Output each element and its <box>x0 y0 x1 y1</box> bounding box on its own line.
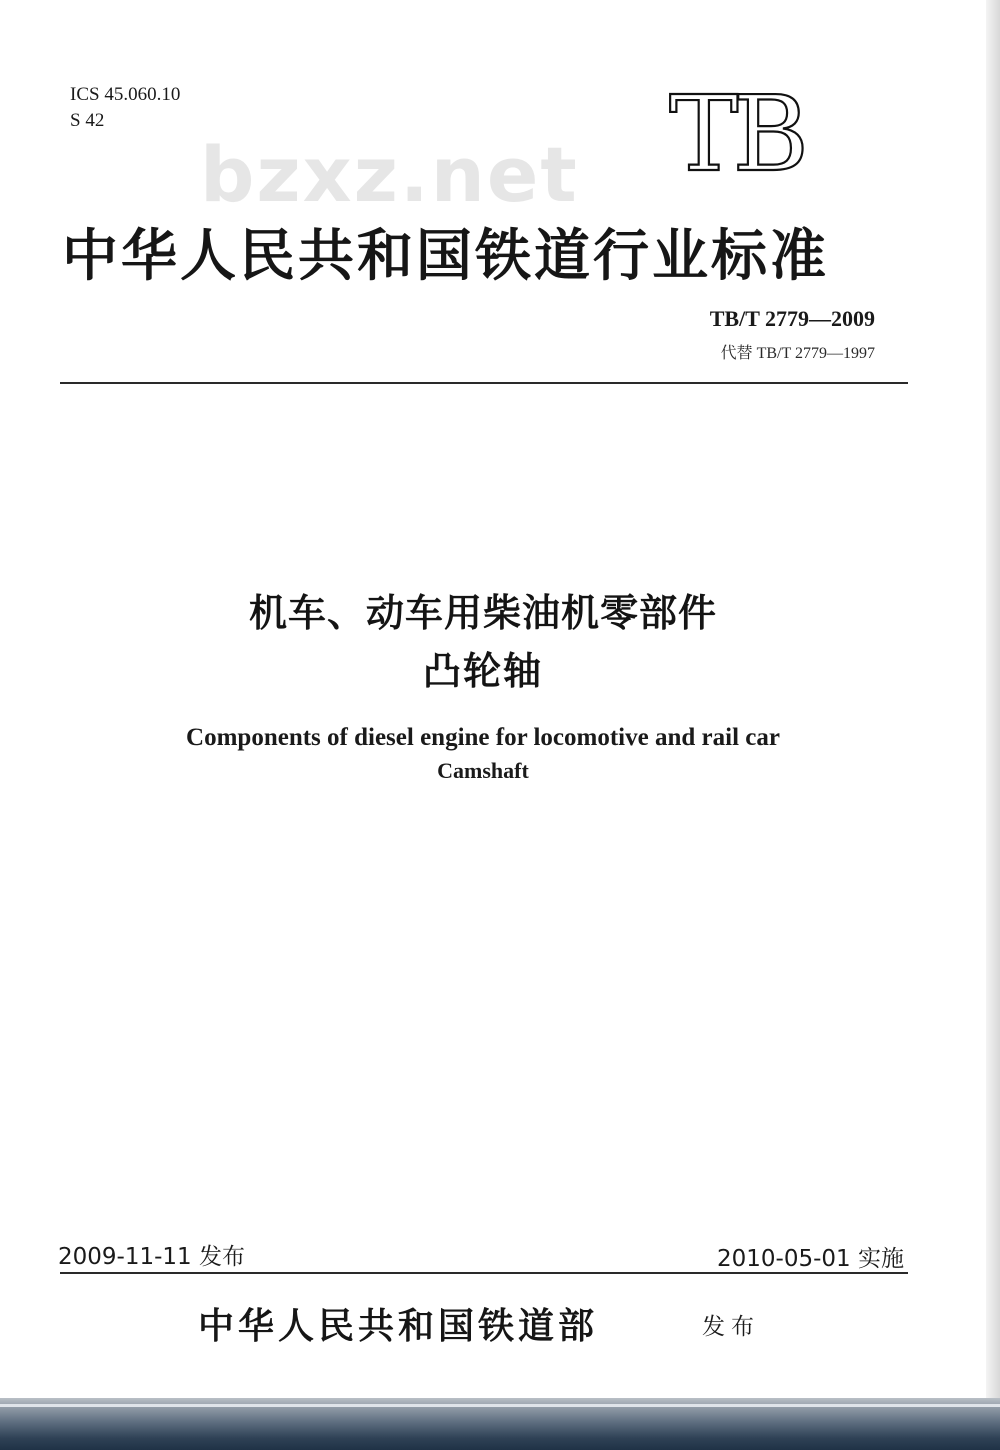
watermark: bzxz.net <box>200 130 579 219</box>
implementation-date: 2010-05-01 实施 <box>717 1246 904 1272</box>
page-right-edge <box>986 0 1000 1400</box>
english-title-line-1: Components of diesel engine for locomotive and rail car <box>186 724 780 751</box>
chinese-title-line-1: 机车、动车用柴油机零部件 <box>248 591 717 635</box>
ics-code: ICS 45.060.10 <box>70 84 181 105</box>
replaces-standard: 代替 TB/T 2779—1997 <box>720 345 875 362</box>
bottom-divider <box>60 1272 908 1274</box>
publisher-name: 中华人民共和国铁道部 <box>198 1306 599 1347</box>
tb-logo-graphic <box>636 84 836 184</box>
tb-logo <box>636 84 836 184</box>
chinese-title-line-2: 凸轮轴 <box>422 649 543 693</box>
standard-number: TB/T 2779—2009 <box>709 306 875 331</box>
class-code: S 42 <box>70 110 105 131</box>
classification-block <box>70 82 180 134</box>
publisher-action: 发布 <box>702 1314 760 1340</box>
organization-title: 中华人民共和国铁道行业标准 <box>62 224 829 289</box>
issue-date: 2009-11-11 发布 <box>58 1244 245 1270</box>
english-title-line-2: Camshaft <box>437 758 529 783</box>
tb-logo-text: TB <box>669 84 803 184</box>
viewer-bottom-bar-highlight <box>0 1404 1000 1407</box>
top-divider <box>60 382 908 384</box>
